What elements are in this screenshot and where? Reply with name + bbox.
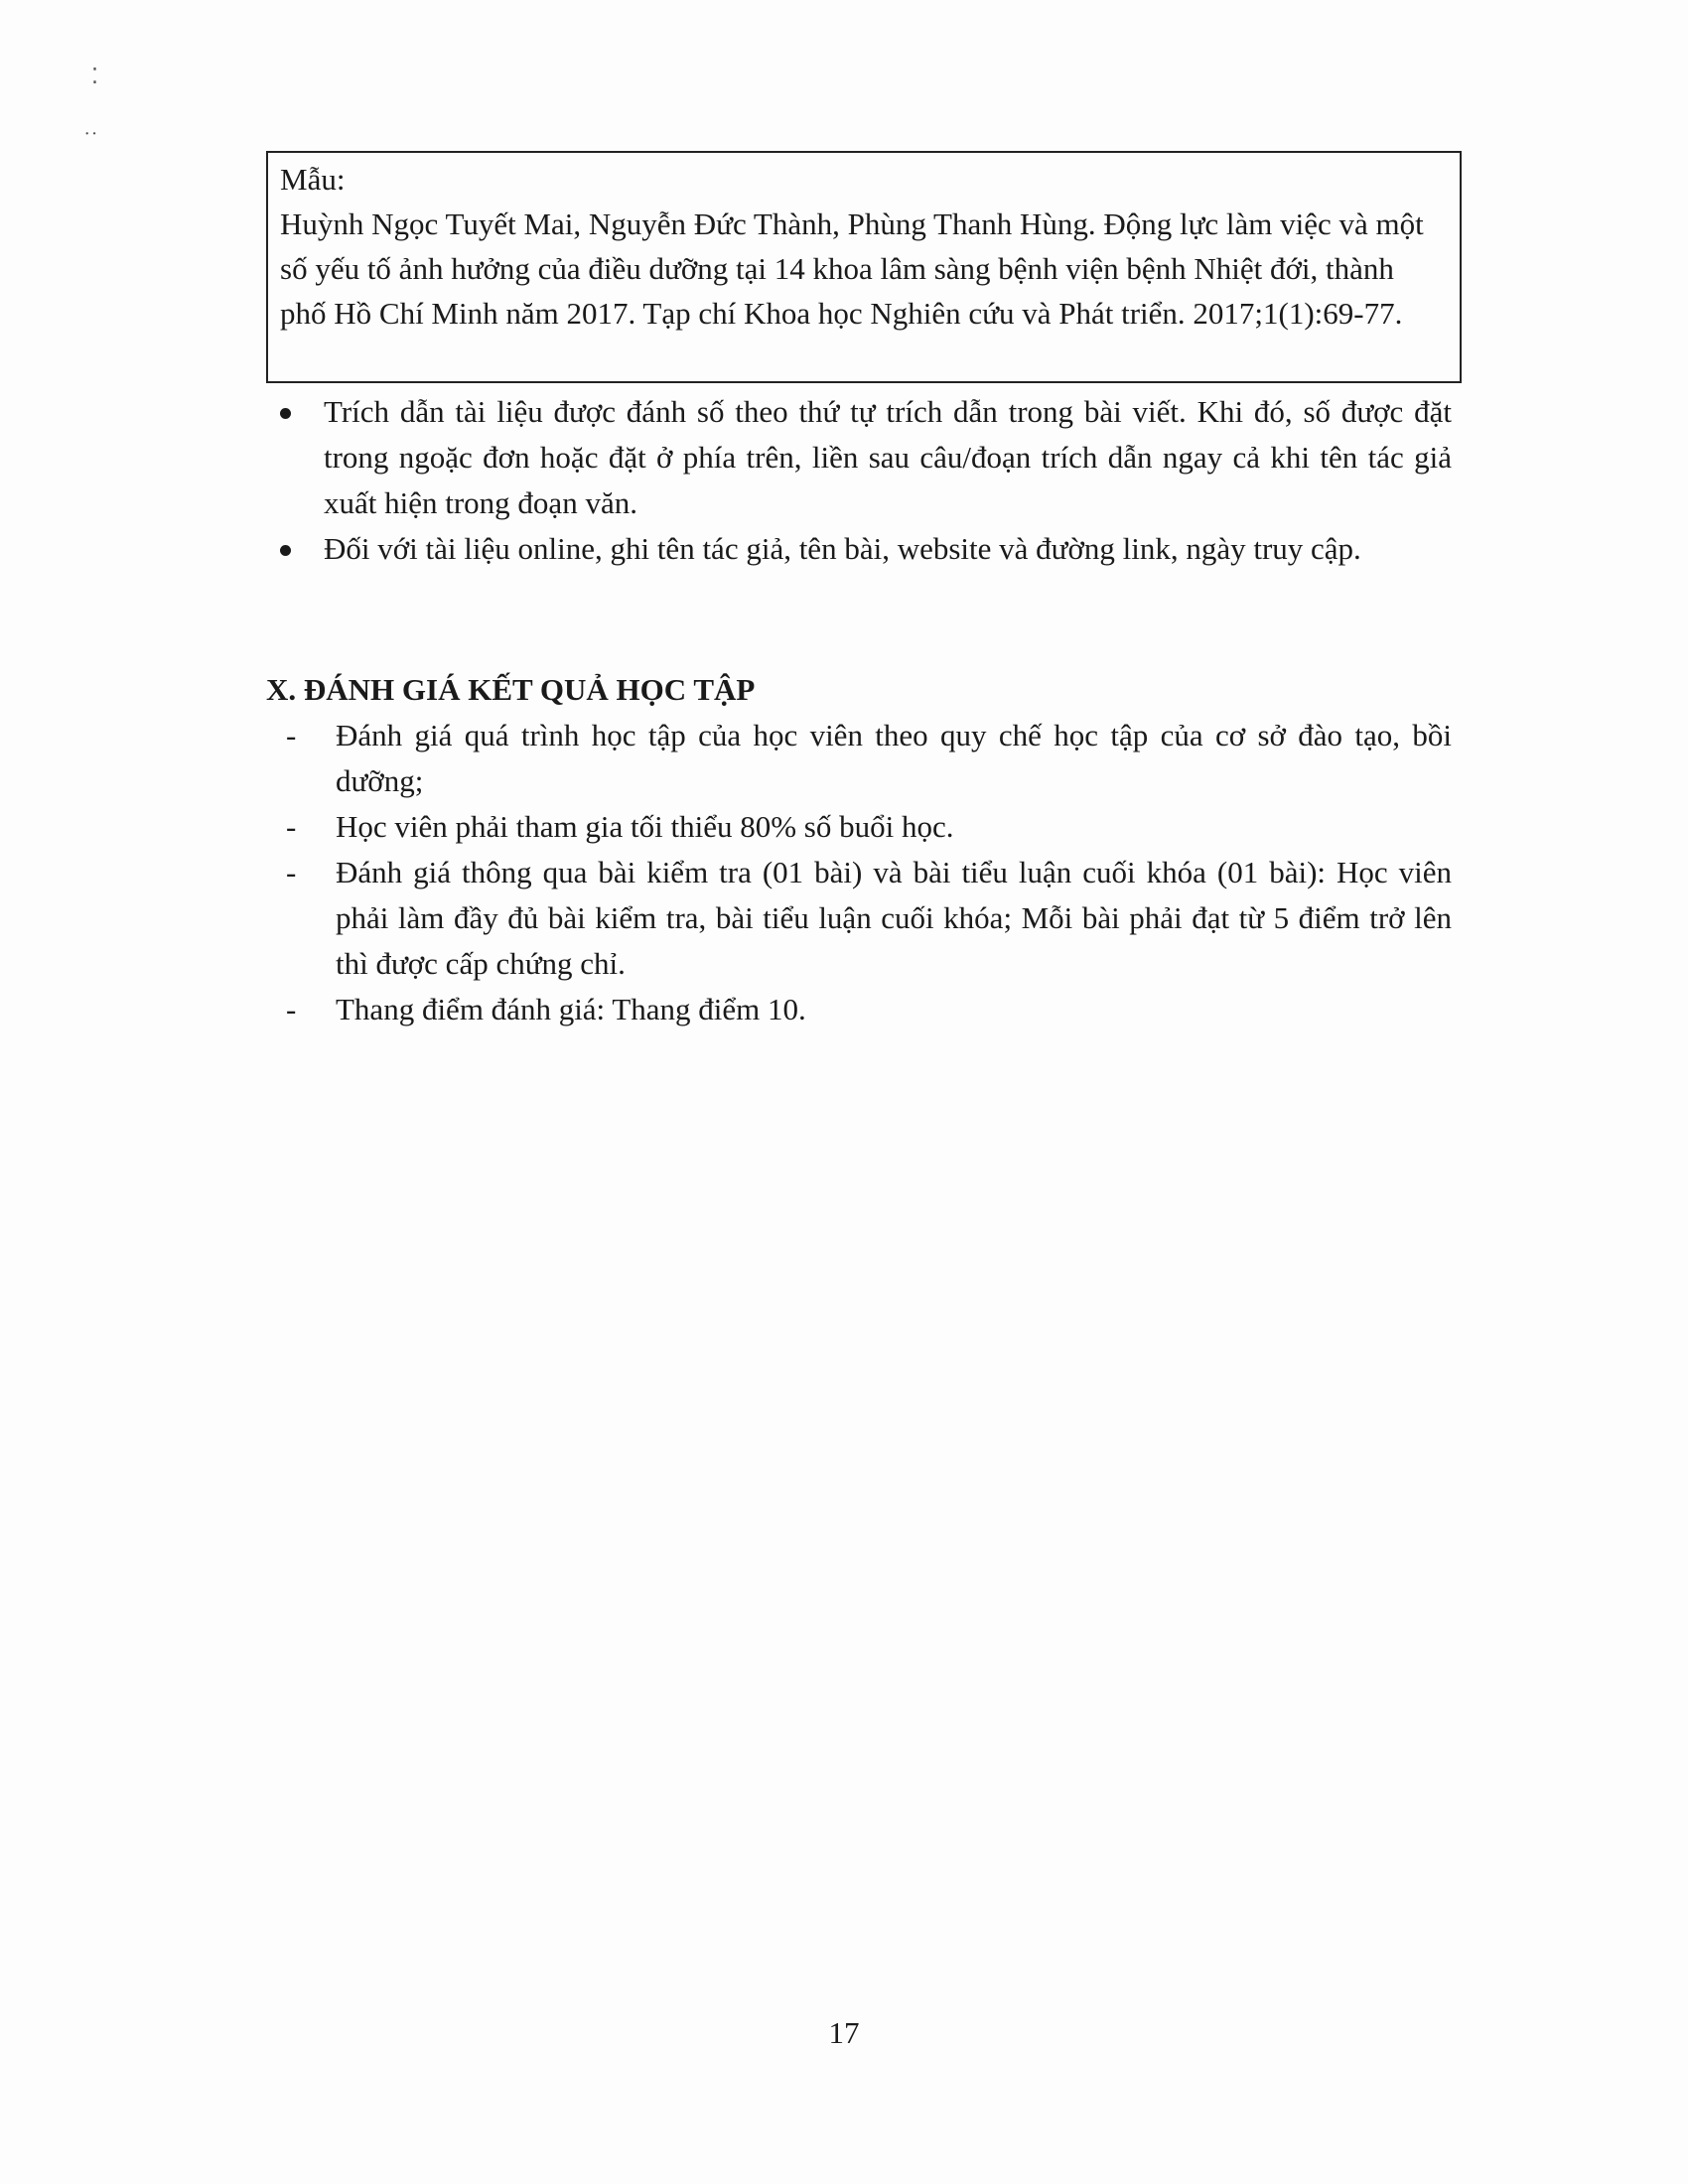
- dash-marker: -: [286, 992, 297, 1026]
- sample-label: Mẫu:: [280, 162, 346, 197]
- list-item: [280, 389, 1452, 526]
- section-heading: X. ĐÁNH GIÁ KẾT QUẢ HỌC TẬP: [266, 672, 756, 707]
- page-number: 17: [828, 2015, 860, 2050]
- bullet-dot-icon: [280, 545, 291, 556]
- bullet-dot-icon: [280, 408, 291, 419]
- list-item: [280, 526, 1452, 572]
- scan-artifact-mark: ⁚: [91, 64, 98, 88]
- list-item: [280, 850, 1452, 987]
- list-item-text: Đối với tài liệu online, ghi tên tác giả, tên bài, website và đường link, ngày truy cập.: [324, 531, 1361, 566]
- assessment-list: [280, 713, 1452, 1032]
- scan-artifact-mark: ˙˙: [83, 127, 98, 152]
- list-item-text: Đánh giá quá trình học tập của học viên theo quy chế học tập của cơ sở đào tạo, bồi dưỡng;: [336, 718, 1452, 798]
- list-item-text: Học viên phải tham gia tối thiểu 80% số buổi học.: [336, 809, 954, 844]
- dash-marker: -: [286, 718, 297, 752]
- list-item: [280, 987, 1452, 1032]
- dash-marker: -: [286, 809, 297, 844]
- list-item-text: Thang điểm đánh giá: Thang điểm 10.: [336, 992, 806, 1026]
- list-item: [280, 804, 1452, 850]
- list-item-text: Đánh giá thông qua bài kiểm tra (01 bài) và bài tiểu luận cuối khóa (01 bài): Học viên phải làm đầy đủ bài kiểm tra, bài tiểu luận cuối khóa; Mỗi bài phải đạt từ 5 điểm trở lên thì được cấp chứng chỉ.: [336, 855, 1452, 981]
- list-item: [280, 713, 1452, 804]
- citation-sample-box: [266, 151, 1462, 383]
- sample-citation-text: Huỳnh Ngọc Tuyết Mai, Nguyễn Đức Thành, Phùng Thanh Hùng. Động lực làm việc và một số yếu tố ảnh hưởng của điều dưỡng tại 14 khoa lâm sàng bệnh viện bệnh Nhiệt đới, thành phố Hồ Chí Minh năm 2017. Tạp chí Khoa học Nghiên cứu và Phát triển. 2017;1(1):69-77.: [280, 206, 1424, 331]
- list-item-text: Trích dẫn tài liệu được đánh số theo thứ tự trích dẫn trong bài viết. Khi đó, số được đặt trong ngoặc đơn hoặc đặt ở phía trên, liền sau câu/đoạn trích dẫn ngay cả khi tên tác giả xuất hiện trong đoạn văn.: [324, 394, 1452, 520]
- citation-rules-list: [280, 389, 1452, 572]
- dash-marker: -: [286, 855, 297, 889]
